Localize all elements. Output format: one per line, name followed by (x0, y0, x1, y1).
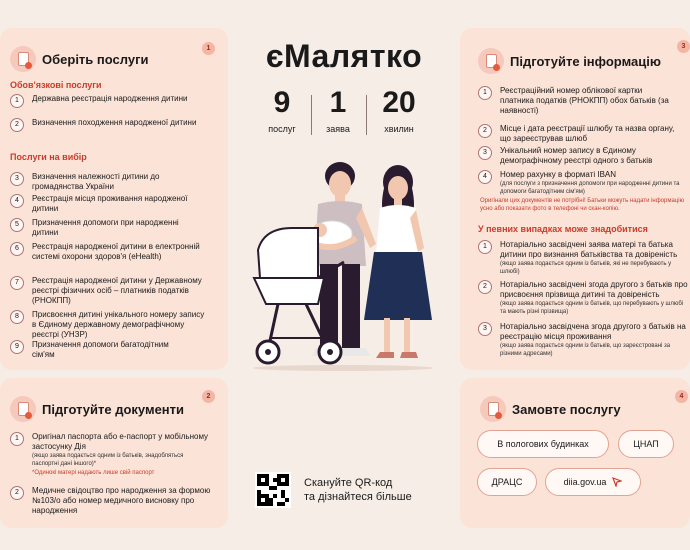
optional-heading: Послуги на вибір (10, 152, 87, 162)
card-title: Замовте послугу (512, 401, 621, 417)
card-header (10, 46, 148, 72)
step-badge: 3 (677, 40, 690, 53)
list-item: 1 Нотаріально засвідчені заява матері та батька дитини про визнання батьківства та довіреність (якщо заява подається одним із батьків, які не перебувають у шлюбі) (478, 240, 688, 276)
list-item: 4 Номер рахунку в форматі IBAN (для послуги з призначення допомоги при народженні дитини та допомоги багатодітним сім'ям) (478, 170, 683, 196)
prepare-documents-card (0, 378, 228, 528)
qr-caption: Скануйте QR-код та дізнайтеся більше (304, 477, 412, 504)
qr-code[interactable] (255, 472, 291, 508)
card-header (480, 396, 621, 422)
list-item: 8 Присвоєння дитині унікального номеру запису в Єдиному державному демографічному реєстрі (УНЗР) (10, 310, 210, 340)
list-item: 6 Реєстрація народженої дитини в електронній системі охорони здоров'я (eHealth) (10, 242, 200, 262)
document-icon (10, 396, 36, 422)
card-title: Підготуйте документи (42, 401, 185, 417)
cases-heading: У певних випадках може знадобитися (478, 224, 648, 234)
cursor-icon (612, 477, 622, 487)
card-title: Оберіть послуги (42, 51, 149, 67)
footnote: *Одинокі матері надають лише свій паспорт (32, 470, 155, 476)
document-icon (478, 48, 504, 74)
document-icon (10, 46, 36, 72)
card-title: Підготуйте інформацію (510, 53, 661, 69)
list-item: 2 Нотаріально засвідчені згода другого з батьків про присвоєння прізвища дитині та довіреність (якщо заява подається одним із батьків, що перебувають у шлюбі та мають різні прізвища) (478, 280, 688, 316)
card-header (478, 48, 661, 74)
step-badge: 1 (202, 42, 215, 55)
family-illustration (248, 158, 438, 372)
page-title: єМалятко (265, 38, 423, 74)
choose-services-card (0, 28, 228, 370)
list-item: 2 Визначення походження народженої дитини (10, 118, 210, 132)
stat-application: 1 заява (326, 86, 350, 134)
list-item: 3 Визначення належності дитини до громадянства України (10, 172, 190, 192)
channel-maternity-hospitals[interactable]: В пологових будинках (477, 430, 609, 458)
list-item: 5 Призначення допомоги при народженні дитини (10, 218, 190, 238)
list-item: 1 Реєстраційний номер облікової картки платника податків (РНОКПП) обох батьків (за наявності) (478, 86, 678, 116)
channel-cnap[interactable]: ЦНАП (618, 430, 674, 458)
list-item: 1 Державна реєстрація народження дитини (10, 94, 210, 108)
list-item: 2 Медичне свідоцтво про народження за формою №103/о або номер медичного висновку про народження (10, 486, 215, 516)
channel-dracs[interactable]: ДРАЦС (477, 468, 537, 496)
channel-diia-link[interactable]: diia.gov.ua (545, 468, 641, 496)
list-item: 4 Реєстрація місця проживання народженої дитини (10, 194, 190, 214)
stat-minutes: 20 хвилин (382, 86, 416, 134)
card-header (10, 396, 184, 422)
step-badge: 4 (675, 390, 688, 403)
list-item: 7 Реєстрація народженої дитини у Державному реєстрі фізичних осіб – платників податків (РНОКПП) (10, 276, 205, 306)
list-item: 1 Оригінал паспорта або е-паспорт у мобільному застосунку Дія (якщо заява подається одним із батьків, знадобляться паспортні дані іншого)* (10, 432, 210, 468)
divider (366, 95, 367, 135)
prepare-info-card (460, 28, 690, 370)
list-item: 3 Нотаріально засвідчена згода другого з батьків на реєстрацію місця проживання (якщо заява подається одним із батьків, що зареєстровані за різними адресами) (478, 322, 688, 358)
list-item: 9 Призначення допомоги багатодітним сім'ям (10, 340, 190, 360)
list-item: 3 Унікальний номер запису в Єдиному демографічному реєстрі одного з батьків (478, 146, 683, 166)
step-badge: 2 (202, 390, 215, 403)
list-item: 2 Місце і дата реєстрації шлюбу та назва органу, що зареєстрував шлюб (478, 124, 678, 144)
mandatory-heading: Обов'язкові послуги (10, 80, 102, 90)
order-service-card (460, 378, 690, 528)
document-icon (480, 396, 506, 422)
stat-services: 9 послуг (268, 86, 296, 134)
originals-note: Оригінали цих документів не потрібні! Батьки можуть надати інформацію усно або показати фото в телефоні чи скан-копію. (480, 198, 685, 212)
